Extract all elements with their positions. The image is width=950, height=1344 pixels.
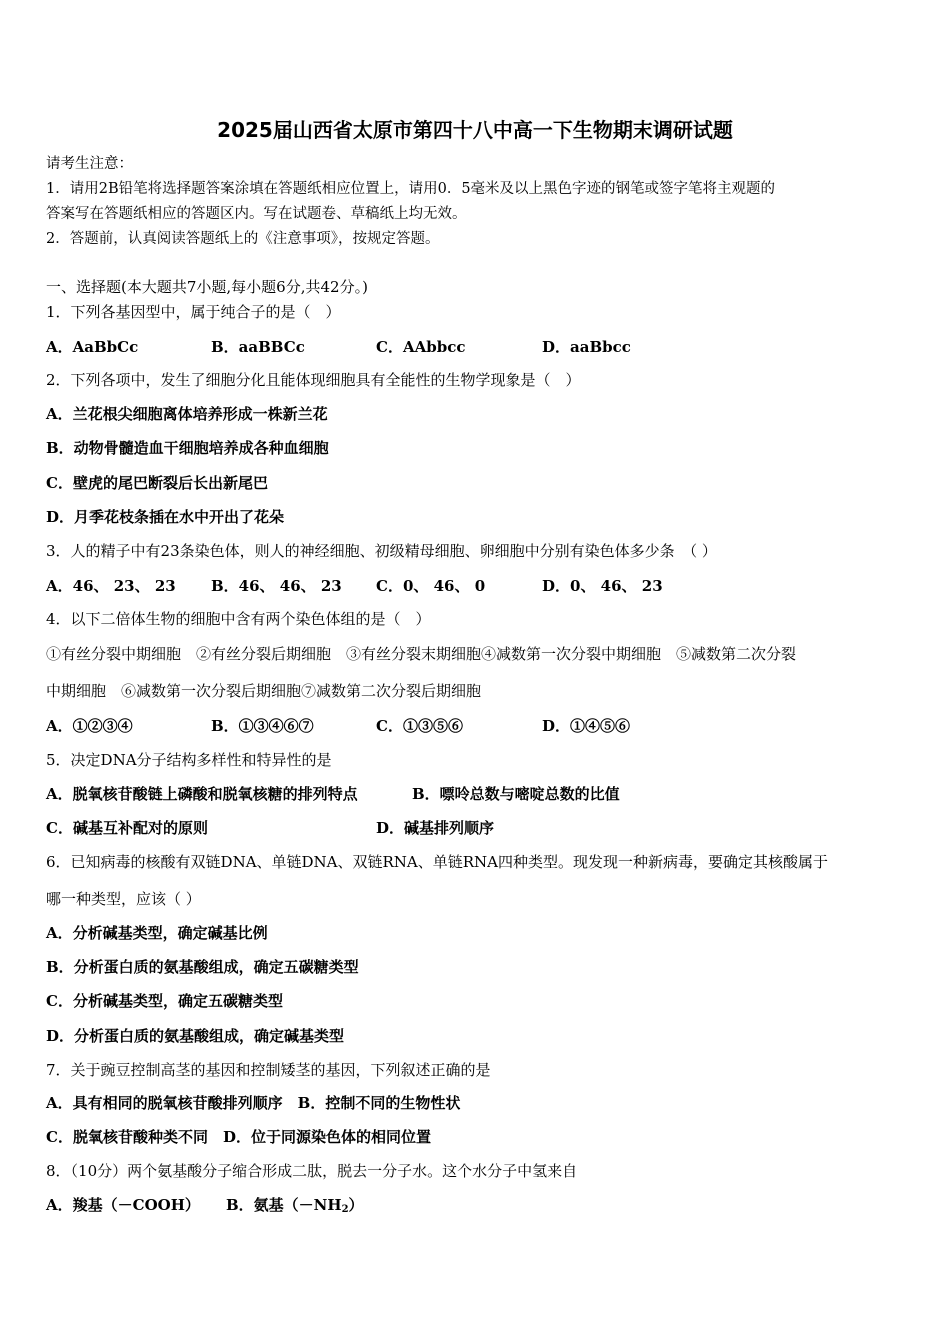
question-2-option-b: B．动物骨髓造血干细胞培养成各种血细胞 [46,439,329,457]
question-8-option-a: A．羧基（－COOH） [46,1196,200,1214]
question-6-option-a: A．分析碱基类型，确定碱基比例 [46,924,268,942]
question-3-stem: 3．人的精子中有23条染色体，则人的神经细胞、初级精母细胞、卵细胞中分别有染色体多少条 （ ） [46,542,717,560]
question-5-stem: 5．决定DNA分子结构多样性和特异性的是 [46,751,332,769]
question-6-stem-line-2: 哪一种类型，应该（ ） [46,890,201,908]
question-7-options-ab: A．具有相同的脱氧核苷酸排列顺序 B．控制不同的生物性状 [46,1094,461,1112]
question-3-option-b: B．46、 46、 23 [211,577,342,595]
question-4-items-line-1: ①有丝分裂中期细胞 ②有丝分裂后期细胞 ③有丝分裂末期细胞④减数第一次分裂中期细胞 ⑤减数第二次分裂 [46,645,797,663]
question-5-option-a: A．脱氧核苷酸链上磷酸和脱氧核糖的排列特点 [46,785,358,803]
question-3-option-c: C．0、 46、 0 [376,577,486,595]
question-2-stem: 2．下列各项中，发生了细胞分化且能体现细胞具有全能性的生物学现象是（ ） [46,371,581,389]
question-1-stem: 1．下列各基因型中，属于纯合子的是（ ） [46,303,341,321]
question-4-option-a: A．①②③④ [46,717,133,735]
question-8-stem: 8．（10分）两个氨基酸分子缩合形成二肽，脱去一分子水。这个水分子中氢来自 [46,1162,578,1180]
question-3-option-a: A．46、 23、 23 [46,577,176,595]
question-5-option-c: C．碱基互补配对的原则 [46,819,208,837]
page-title: 2025届山西省太原市第四十八中高一下生物期末调研试题 [217,118,733,142]
question-4-option-c: C．①③⑤⑥ [376,717,463,735]
question-4-stem: 4．以下二倍体生物的细胞中含有两个染色体组的是（ ） [46,610,431,628]
section-heading: 一、选择题(本大题共7小题,每小题6分,共42分。) [46,278,368,296]
notice-line-1: 1．请用2B铅笔将选择题答案涂填在答题纸相应位置上，请用0．5毫米及以上黑色字迹的钢笔或签字笔将主观题的 [46,181,776,197]
question-8-option-b-subscript: 2 [341,1204,349,1215]
question-1-option-b: B．aaBBCc [211,338,305,356]
question-4-option-b: B．①③④⑥⑦ [211,717,314,735]
question-2-option-c: C．壁虎的尾巴断裂后长出新尾巴 [46,474,268,492]
notice-line-1b: 答案写在答题纸相应的答题区内。写在试题卷、草稿纸上均无效。 [46,206,467,222]
notice-line-2: 2．答题前，认真阅读答题纸上的《注意事项》，按规定答题。 [46,231,440,247]
question-5-option-b: B．嘌呤总数与嘧啶总数的比值 [412,785,620,803]
question-3-option-d: D．0、 46、 23 [542,577,663,595]
question-6-option-c: C．分析碱基类型，确定五碳糖类型 [46,992,283,1010]
question-6-option-b: B．分析蛋白质的氨基酸组成，确定五碳糖类型 [46,958,359,976]
notice-heading: 请考生注意： [46,156,133,172]
question-8-option-b [226,1194,364,1215]
question-1-option-a: A．AaBbCc [46,338,139,356]
question-7-stem: 7．关于豌豆控制高茎的基因和控制矮茎的基因，下列叙述正确的是 [46,1061,491,1079]
question-2-option-d: D．月季花枝条插在水中开出了花朵 [46,508,285,526]
question-2-option-a: A．兰花根尖细胞离体培养形成一株新兰花 [46,405,328,423]
question-4-option-d: D．①④⑤⑥ [542,717,631,735]
question-6-option-d: D．分析蛋白质的氨基酸组成，确定碱基类型 [46,1027,345,1045]
question-1-option-d: D．aaBbcc [542,338,631,356]
question-4-items-line-2: 中期细胞 ⑥减数第一次分裂后期细胞⑦减数第二次分裂后期细胞 [46,682,482,700]
question-8-option-b-main: B．氨基（－NH [226,1196,342,1214]
question-1-option-c: C．AAbbcc [376,338,466,356]
question-5-option-d: D．碱基排列顺序 [376,819,495,837]
question-6-stem-line-1: 6．已知病毒的核酸有双链DNA、单链DNA、双链RNA、单链RNA四种类型。现发现一种新病毒，要确定其核酸属于 [46,853,829,871]
question-8-option-b-end: ） [348,1196,364,1214]
question-7-options-cd: C．脱氧核苷酸种类不同 D．位于同源染色体的相同位置 [46,1128,431,1146]
